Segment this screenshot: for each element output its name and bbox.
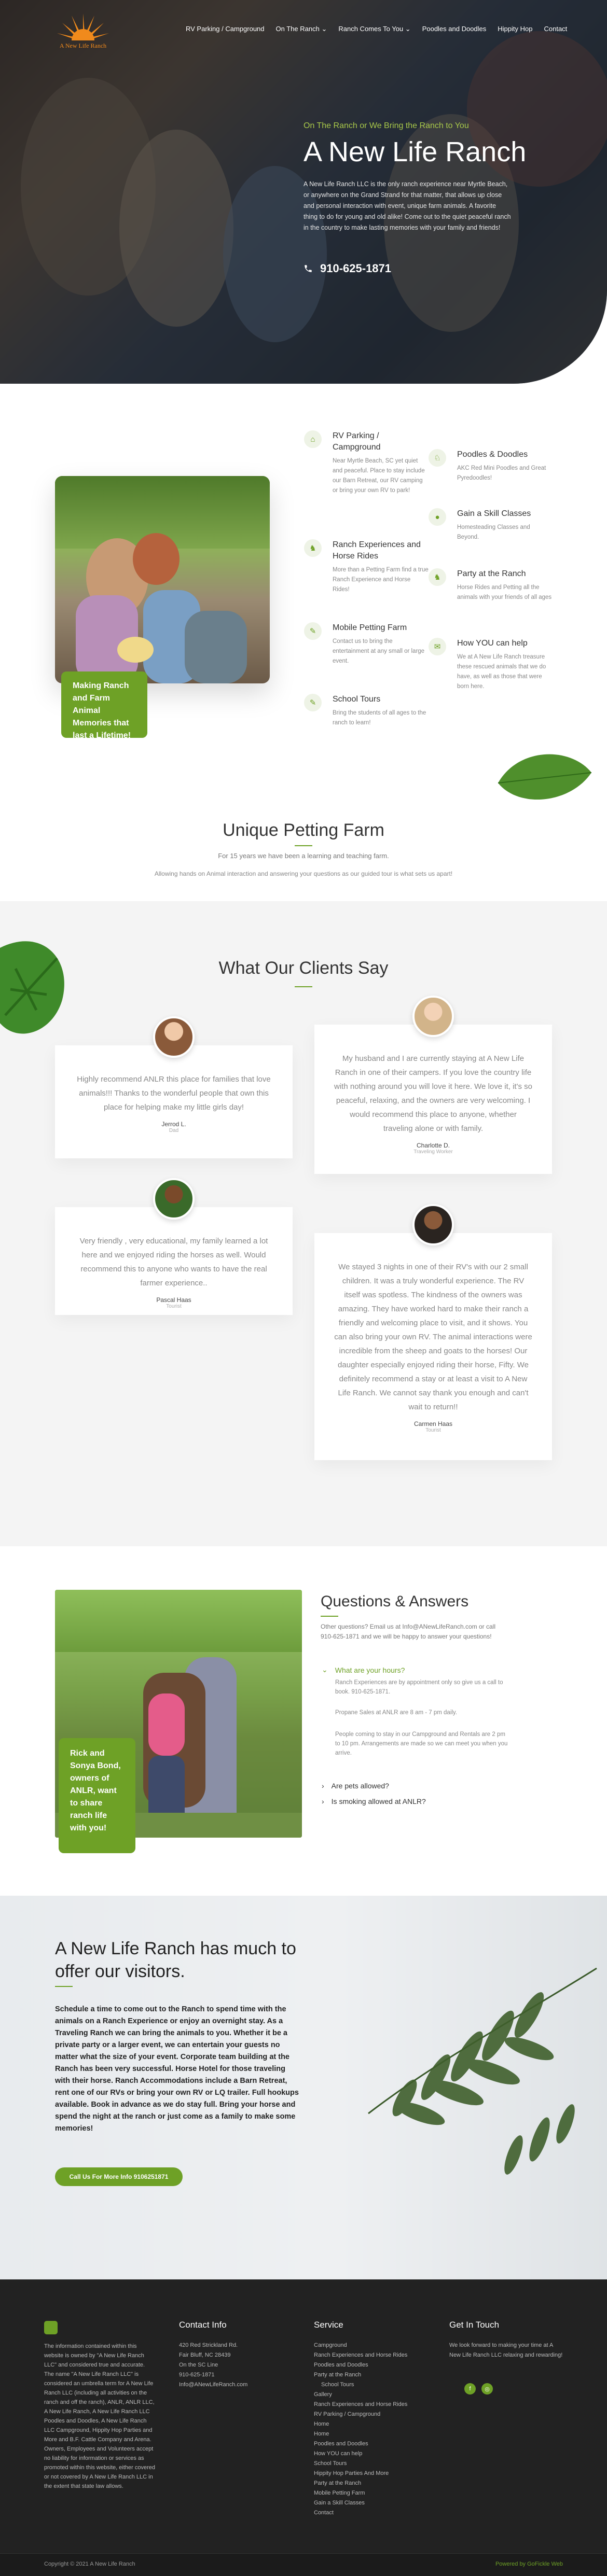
feature-title: Poodles & Doodles	[457, 450, 528, 459]
testimonials-section	[0, 901, 607, 1546]
faq-question-text: What are your hours?	[335, 1665, 405, 1674]
divider	[295, 986, 312, 987]
feature-text: We at A New Life Ranch treasure these rescued animals that we do have, as well as those that were born here.	[457, 654, 546, 690]
nav-contact[interactable]: Contact	[544, 25, 568, 33]
feature-title: Ranch Experiences and Horse Rides	[333, 540, 421, 561]
cta-body: Schedule a time to come out to the Ranch to spend time with the animals on a Ranch Experience or enjoy an overnight stay. As a Traveling Ranch we can bring the animals to you. Whether it be a private party or a larger event, we can entertain your guests no matter what the size of your event. Corporate team building at the Ranch has been very successful. Horse Hotel for those traveling with their horse. Ranch Accommodations include a Barn Retreat, rent one of our RVs or bring your own RV or LQ trailer. Full hookups available. Book in advance as we do stay full. Bring your horse and spend the night at the ranch or just come as a family to make some memories!	[55, 2005, 299, 2133]
footer-service-title: Service	[314, 2320, 343, 2330]
nav-hippity-hop[interactable]: Hippity Hop	[498, 25, 533, 33]
feature-text: Horse Rides and Petting all the animals with your friends of all ages	[457, 584, 552, 600]
chevron-down-icon: ⌄	[322, 1665, 328, 1674]
chevron-down-icon: ⌄	[405, 25, 411, 33]
footer-logo-icon	[44, 2321, 58, 2334]
cta-section	[0, 1896, 607, 2279]
petting-line: Allowing hands on Animal interaction and answering your questions as our guided tour is what sets us apart!	[154, 870, 453, 877]
testimonial-text: My husband and I are currently staying at A New Life Ranch in one of their campers. If you love the country life with nothing around you will love it here. We love it, it's so peaceful, relaxing, and the owners are very welcoming. I would recommend this place to anyone, whether traveling alone or with family.	[334, 1054, 532, 1133]
feature-title: Mobile Petting Farm	[333, 623, 407, 632]
feature-rv-parking[interactable]	[304, 430, 429, 496]
divider	[55, 1986, 73, 1987]
faq-title: Questions & Answers	[321, 1593, 469, 1610]
party-icon: ♞	[429, 568, 446, 586]
feature-title: Gain a Skill Classes	[457, 509, 531, 518]
chevron-right-icon: ›	[322, 1797, 324, 1805]
footer-link[interactable]: How YOU can help	[314, 2451, 363, 2457]
footer-link[interactable]: School Tours	[314, 2460, 347, 2467]
petting-title: Unique Petting Farm	[223, 820, 384, 840]
testimonial-name: Pascal Haas	[156, 1296, 191, 1304]
instagram-icon[interactable]: ◎	[481, 2383, 493, 2395]
footer-link[interactable]: Ranch Experiences and Horse Rides	[314, 2352, 408, 2358]
contact-address: 420 Red Strickland Rd.	[179, 2342, 238, 2348]
feature-how-you-can-help[interactable]	[429, 638, 553, 692]
contact-email[interactable]: Info@ANewLifeRanch.com	[179, 2382, 248, 2388]
testimonial-text: Highly recommend ANLR this place for families that love animals!!! Thanks to the wonderful people that own this place for helping make my little girls day!	[77, 1075, 271, 1112]
avatar	[153, 1178, 195, 1220]
footer-bottom-bar	[0, 2553, 607, 2576]
testimonial-role: Tourist	[166, 1304, 182, 1309]
avatar	[153, 1016, 195, 1058]
footer-disclaimer: The information contained within this website is owned by "A New Life Ranch LLC" and considered true and accurate. The name "A New Life Ranch LLC" is considered an umbrella term for A New Life Ranch LLC (including all activities on the ranch and off the ranch), ANLR, ANLR LLC, A New Life Ranch, A New Life Ranch LLC Poodles and Doodles, A New Life Ranch LLC Campground, Hippity Hop Parties and More and B.F. Cattle Company and Arena. Owners, Employees and Volunteers accept no liability for information or services as promoted within this website, either covered or not covered by A New Life Ranch LLC in the extent that state law allows.	[44, 2343, 155, 2489]
faq-intro: Other questions? Email us at Info@ANewLifeRanch.com or call 910-625-1871 and we will be happy to answer your questions!	[321, 1623, 496, 1640]
avatar	[412, 996, 454, 1037]
testimonial-name: Charlotte D.	[416, 1142, 450, 1149]
feature-ranch-experiences[interactable]	[304, 539, 429, 595]
hero-eyebrow: On The Ranch or We Bring the Ranch to You	[304, 121, 469, 130]
feature-poodles[interactable]	[429, 449, 553, 483]
testimonial-role: Traveling Worker	[413, 1149, 453, 1155]
faq-badge: Rick and Sonya Bond, owners of ANLR, want to share ranch life with you!	[59, 1738, 135, 1853]
footer-link[interactable]: Party at the Ranch	[314, 2480, 362, 2486]
cta-title: A New Life Ranch has much to offer our visitors.	[55, 1939, 296, 1981]
testimonials-title: What Our Clients Say	[218, 958, 389, 978]
faq-answer: Ranch Experiences are by appointment only so give us a call to book. 910-625-1871.	[335, 1679, 503, 1695]
faq-question-hours[interactable]	[322, 1665, 405, 1674]
footer-link[interactable]: Mobile Petting Farm	[314, 2490, 365, 2496]
footer-touch-title: Get In Touch	[449, 2320, 500, 2330]
footer-contact-title: Contact Info	[179, 2320, 227, 2330]
feature-school-tours[interactable]	[304, 694, 429, 728]
ranch-logo[interactable]	[42, 6, 125, 53]
testimonial-card	[314, 1025, 552, 1174]
facebook-icon[interactable]: f	[464, 2383, 476, 2395]
faq-question-text: Are pets allowed?	[331, 1782, 389, 1790]
about-badge: Making Ranch and Farm Animal Memories that last a Lifetime!	[61, 671, 147, 738]
divider	[295, 845, 312, 846]
footer-link[interactable]: Contact	[314, 2510, 334, 2516]
feature-text: AKC Red Mini Poodles and Great Pyredoodles!	[457, 465, 546, 481]
nav-ranch-comes-to-you[interactable]: Ranch Comes To You ⌄	[338, 25, 411, 33]
farm-icon: ✎	[304, 622, 322, 640]
testimonial-card	[55, 1045, 293, 1158]
footer-link[interactable]: Ranch Experiences and Horse Rides	[314, 2401, 408, 2407]
testimonial-text: We stayed 3 nights in one of their RV's with our 2 small children. It was a truly wonderful experience. The RV itself was spotless. The kindness of the owners was amazing. They have worked hard to make their ranch a friendly and welcoming place to visit, and it shows. You can also bring your own RV. The animal interactions were incredible from the sheep and goats to the horses! Our daughter especially enjoyed riding their horse, Fifty. We definitely recommend a stay or at least a visit to A New Life Ranch. We cannot say thank you enough and can't wait to return!!	[334, 1263, 532, 1411]
poodle-icon: ♘	[429, 449, 446, 467]
chevron-right-icon: ›	[322, 1782, 324, 1790]
chevron-down-icon: ⌄	[321, 25, 327, 33]
main-nav	[186, 25, 567, 33]
nav-poodles-doodles[interactable]: Poodles and Doodles	[422, 25, 487, 33]
footer-link[interactable]: RV Parking / Campground	[314, 2411, 381, 2417]
feature-party[interactable]	[429, 568, 553, 603]
monstera-leaf-icon	[0, 927, 73, 1046]
hero-phone-link[interactable]	[304, 262, 391, 275]
feature-title: Party at the Ranch	[457, 569, 526, 578]
horse-icon: ♞	[304, 539, 322, 557]
faq-question-smoking[interactable]	[322, 1797, 426, 1805]
hero-title: A New Life Ranch	[304, 136, 527, 167]
phone-icon	[304, 264, 313, 273]
nav-on-the-ranch[interactable]: On The Ranch ⌄	[275, 25, 327, 33]
family-photo	[55, 476, 270, 683]
hero-phone-number: 910-625-1871	[320, 262, 392, 275]
feature-text: Contact us to bring the entertainment at any small or large event.	[333, 638, 425, 664]
call-us-button[interactable]: Call Us For More Info 9106251871	[55, 2167, 183, 2186]
footer-touch-text: We look forward to making your time at A New Life Ranch LLC relaxing and rewarding!	[449, 2342, 563, 2358]
feature-text: Near Myrtle Beach, SC yet quiet and peaceful. Place to stay include our Barn Retreat, our RV camping or bring your own RV to park!	[333, 458, 425, 494]
school-icon: ✎	[304, 694, 322, 711]
contact-note: On the SC Line	[179, 2362, 218, 2368]
fern-icon	[358, 1958, 602, 2207]
faq-answer: Propane Sales at ANLR are 8 am - 7 pm daily.	[335, 1710, 458, 1716]
feature-title: RV Parking / Campground	[333, 431, 381, 452]
faq-answer: People coming to stay in our Campground and Rentals are 2 pm to 10 pm. Arrangements are made so we can meet you when you arrive.	[335, 1731, 508, 1756]
logo-text: A New Life Ranch	[59, 42, 107, 49]
feature-title: School Tours	[333, 695, 381, 704]
feature-gain-a-skill[interactable]	[429, 508, 553, 542]
avatar	[412, 1204, 454, 1245]
testimonial-name: Jerrod L.	[161, 1121, 186, 1128]
feature-title: How YOU can help	[457, 639, 528, 648]
help-icon: ✉	[429, 638, 446, 655]
nav-rv-parking[interactable]: RV Parking / Campground	[186, 25, 265, 33]
testimonial-role: Tourist	[425, 1427, 441, 1433]
feature-mobile-petting-farm[interactable]	[304, 622, 429, 666]
footer-link[interactable]: Poodles and Doodles	[314, 2362, 368, 2368]
footer-link[interactable]: School Tours	[321, 2382, 354, 2388]
contact-phone[interactable]: 910-625-1871	[179, 2372, 215, 2378]
powered-by-link[interactable]: Powered by GoFickle Web	[495, 2561, 563, 2567]
hero-section	[0, 0, 607, 384]
feature-text: Homesteading Classes and Beyond.	[457, 524, 530, 540]
footer-link[interactable]: Gallery	[314, 2391, 332, 2398]
rv-icon: ⌂	[304, 430, 322, 448]
footer-link[interactable]: Hippity Hop Parties And More	[314, 2470, 389, 2476]
footer-link[interactable]: Home	[314, 2431, 329, 2437]
hero-description: A New Life Ranch LLC is the only ranch experience near Myrtle Beach, or anywhere on the Grand Strand for that matter, that allows up close and personal interaction with event, unique farm animals. A favorite thing to do for young and old alike! Come out to the quiet peaceful ranch in the country to make lasting memories with your family and friends!	[304, 180, 511, 231]
footer-link[interactable]: Home	[314, 2421, 329, 2427]
footer	[0, 2279, 607, 2576]
testimonial-name: Carmen Haas	[413, 1420, 453, 1427]
feature-text: Bring the students of all ages to the ranch to learn!	[333, 710, 426, 726]
footer-link[interactable]: Poodles and Doodles	[314, 2441, 368, 2447]
feature-text: More than a Petting Farm find a true Ranch Experience and Horse Rides!	[333, 567, 429, 593]
skill-icon: ●	[429, 508, 446, 526]
petting-subtitle: For 15 years we have been a learning and teaching farm.	[218, 852, 389, 860]
faq-question-text: Is smoking allowed at ANLR?	[331, 1797, 426, 1805]
contact-city: Fair Bluff, NC 28439	[179, 2352, 231, 2358]
footer-service-list	[314, 2341, 407, 2518]
footer-link[interactable]: Campground	[314, 2342, 347, 2348]
testimonial-card	[55, 1207, 293, 1315]
footer-contact-list	[179, 2341, 247, 2390]
faq-question-pets[interactable]	[322, 1782, 389, 1790]
leaf-decoration-icon	[488, 741, 602, 814]
divider	[321, 1616, 338, 1617]
footer-link[interactable]: Party at the Ranch	[314, 2372, 362, 2378]
footer-link[interactable]: Gain a Skill Classes	[314, 2500, 365, 2506]
testimonial-role: Dad	[169, 1128, 179, 1133]
testimonial-text: Very friendly , very educational, my family learned a lot here and we enjoyed riding the horses as well. Would recommend this to anyone who wants to have the real farmer experience..	[79, 1237, 268, 1287]
testimonial-card	[314, 1233, 552, 1460]
copyright: Copyright © 2021 A New Life Ranch	[44, 2561, 135, 2567]
